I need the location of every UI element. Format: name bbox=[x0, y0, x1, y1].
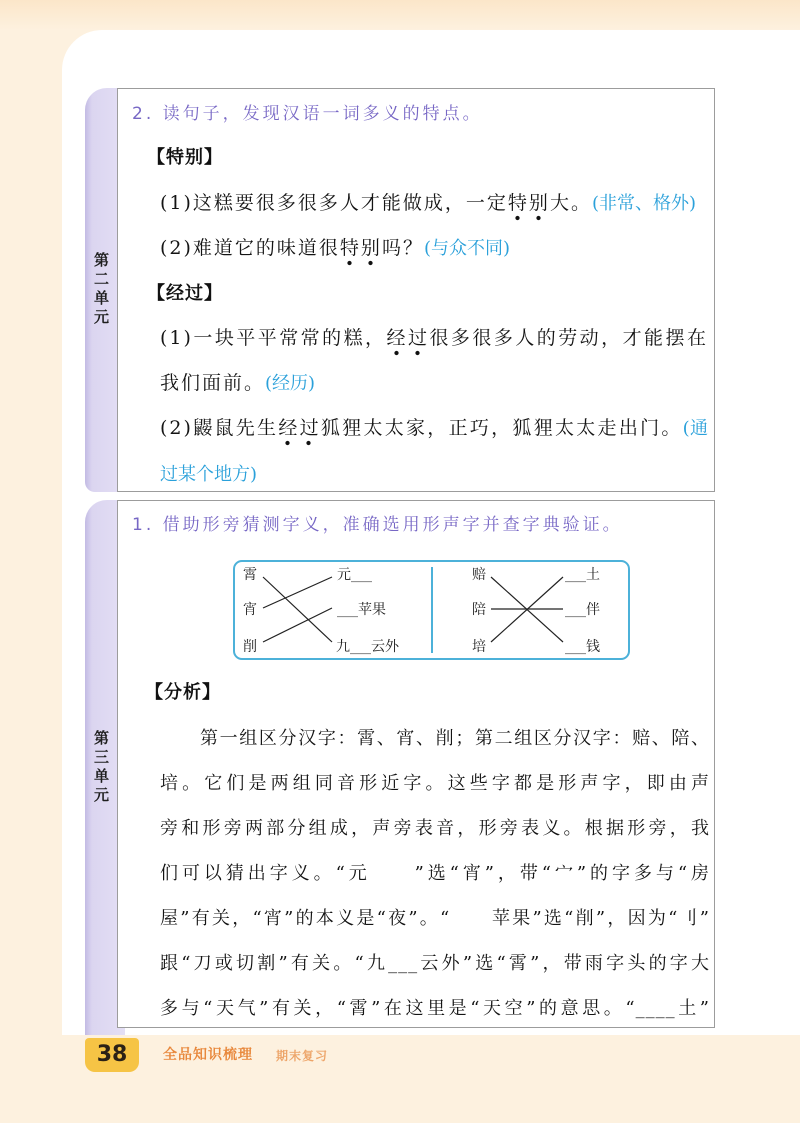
phrase-target: ___伴 bbox=[565, 602, 600, 618]
phrase-target: 元___ bbox=[337, 567, 372, 583]
char-option: 培 bbox=[472, 639, 486, 655]
match-line-0-0 bbox=[263, 577, 332, 642]
matching-diagram bbox=[233, 560, 630, 660]
top-band bbox=[0, 0, 800, 30]
phrase-target: ___土 bbox=[565, 567, 600, 583]
analysis-label: 【分析】 bbox=[145, 682, 221, 703]
series-subtitle: 期末复习 bbox=[276, 1049, 329, 1063]
sentence-text: 很多很多人的劳动，才能摆在我们面前。 bbox=[160, 327, 708, 394]
emphasized-word: 经过 bbox=[387, 327, 430, 356]
example-sentence bbox=[160, 406, 708, 497]
match-line-0-1 bbox=[263, 577, 332, 608]
phrase-target: 九___云外 bbox=[336, 639, 399, 655]
sentence-text: 大。 bbox=[549, 191, 592, 214]
analysis-line: 屋”有关，“宵”的本义是“夜”。“ 苹果”选“削”，因为“刂” bbox=[160, 908, 710, 929]
phrase-target: ___钱 bbox=[565, 639, 600, 655]
word-label-tebie: 【特别】 bbox=[147, 147, 223, 168]
match-line-0-2 bbox=[263, 608, 332, 642]
sentence-text: 吗？ bbox=[381, 237, 424, 259]
char-option: 霄 bbox=[243, 567, 257, 583]
meaning-answer: (非常、格外) bbox=[591, 192, 696, 214]
analysis-line: 培。它们是两组同音形近字。这些字都是形声字，即由声 bbox=[160, 773, 710, 794]
page-number: 38 bbox=[85, 1038, 139, 1072]
unit-label: 第二单元 bbox=[92, 252, 110, 328]
unit-label-wrap bbox=[85, 88, 117, 492]
meaning-answer: (与众不同) bbox=[423, 238, 510, 259]
analysis-line: 第一组区分汉字：霄、宵、削；第二组区分汉字：赔、陪、 bbox=[200, 728, 710, 749]
match-lines bbox=[263, 577, 563, 642]
sentence-text: 狐狸太太家，正巧，狐狸太太走出门。 bbox=[320, 417, 683, 439]
char-option: 宵 bbox=[243, 602, 257, 618]
emphasized-word: 特别 bbox=[340, 237, 382, 266]
analysis-line: 们可以猜出字义。“元 ”选“宵”，带“宀”的字多与“房 bbox=[160, 863, 710, 884]
meaning-answer: (经历) bbox=[265, 372, 316, 394]
sentence-text: (1)这糕要很多很多人才能做成，一定 bbox=[160, 191, 508, 214]
analysis-line: 多与“天气”有关，“霄”在这里是“天空”的意思。“____土” bbox=[160, 998, 710, 1019]
section-heading: 1. 借助形旁猜测字义，准确选用形声字并查字典验证。 bbox=[132, 515, 623, 535]
sentence-text: (2)鼹鼠先生 bbox=[160, 417, 279, 439]
char-option: 削 bbox=[243, 639, 257, 655]
word-label-jingguo: 【经过】 bbox=[147, 282, 223, 304]
sentence-list bbox=[118, 136, 714, 497]
emphasized-word: 经过 bbox=[278, 417, 321, 446]
analysis-paragraph bbox=[160, 716, 710, 1031]
meaning-answer: (通过某个地方) bbox=[160, 418, 708, 485]
radicals-box bbox=[117, 500, 715, 1028]
sentence-text: (2)难道它的味道很 bbox=[160, 237, 340, 259]
emphasized-word: 特别 bbox=[508, 192, 550, 221]
char-option: 陪 bbox=[472, 602, 486, 618]
example-sentence bbox=[160, 316, 708, 406]
sentence-text: (1)一块平平常常的糕， bbox=[160, 327, 387, 349]
unit-label-wrap bbox=[85, 500, 117, 1035]
multi-meaning-box bbox=[117, 88, 715, 492]
analysis-line: 旁和形旁两部分组成，声旁表音，形旁表义。根据形旁，我 bbox=[160, 818, 710, 839]
series-title: 全品知识梳理 bbox=[163, 1047, 253, 1063]
analysis-line: 跟“刀或切割”有关。“九___云外”选“霄”，带雨字头的字大 bbox=[160, 953, 710, 974]
example-sentence bbox=[160, 181, 708, 227]
matching-svg bbox=[233, 560, 630, 660]
section-heading: 2. 读句子，发现汉语一词多义的特点。 bbox=[132, 104, 483, 124]
char-option: 赔 bbox=[472, 567, 486, 583]
phrase-target: ___苹果 bbox=[337, 602, 386, 618]
unit-label: 第三单元 bbox=[92, 729, 110, 806]
example-sentence bbox=[160, 226, 708, 272]
